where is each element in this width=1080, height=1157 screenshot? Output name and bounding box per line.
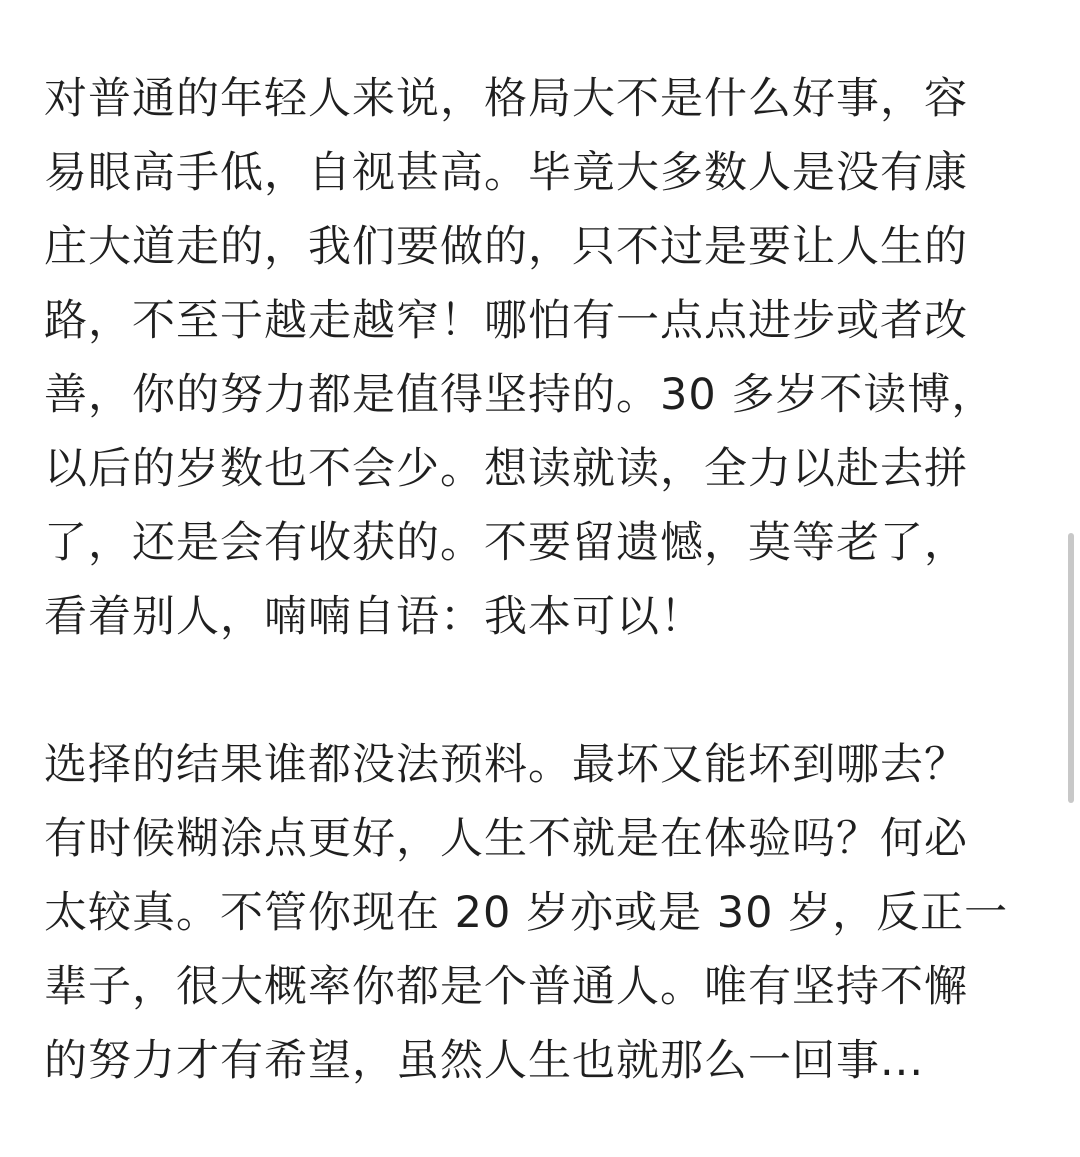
text-line: 看着别人，喃喃自语：我本可以！ <box>44 592 704 642</box>
text-line: 路，不至于越走越窄！哪怕有一点点进步或者改 <box>44 296 968 346</box>
text-line: 以后的岁数也不会少。想读就读，全力以赴去拼 <box>44 444 968 494</box>
paragraph-1 <box>44 62 1024 654</box>
text-line: 易眼高手低，自视甚高。毕竟大多数人是没有康 <box>44 148 968 198</box>
paragraph-2 <box>44 728 1024 1098</box>
text-line: 辈子，很大概率你都是个普通人。唯有坚持不懈 <box>44 962 968 1012</box>
vertical-scrollbar-thumb[interactable] <box>1068 533 1074 803</box>
text-line: 的努力才有希望，虽然人生也就那么一回事... <box>44 1036 925 1086</box>
article-body <box>44 62 1024 1098</box>
text-line: 庄大道走的，我们要做的，只不过是要让人生的 <box>44 222 968 272</box>
text-line: 了，还是会有收获的。不要留遗憾，莫等老了， <box>44 518 968 568</box>
text-line: 选择的结果谁都没法预料。最坏又能坏到哪去？ <box>44 740 968 790</box>
text-line: 善，你的努力都是值得坚持的。30 多岁不读博， <box>44 370 996 420</box>
text-line: 对普通的年轻人来说，格局大不是什么好事，容 <box>44 74 968 124</box>
text-line: 太较真。不管你现在 20 岁亦或是 30 岁，反正一 <box>44 888 1009 938</box>
text-line: 有时候糊涂点更好，人生不就是在体验吗？何必 <box>44 814 968 864</box>
